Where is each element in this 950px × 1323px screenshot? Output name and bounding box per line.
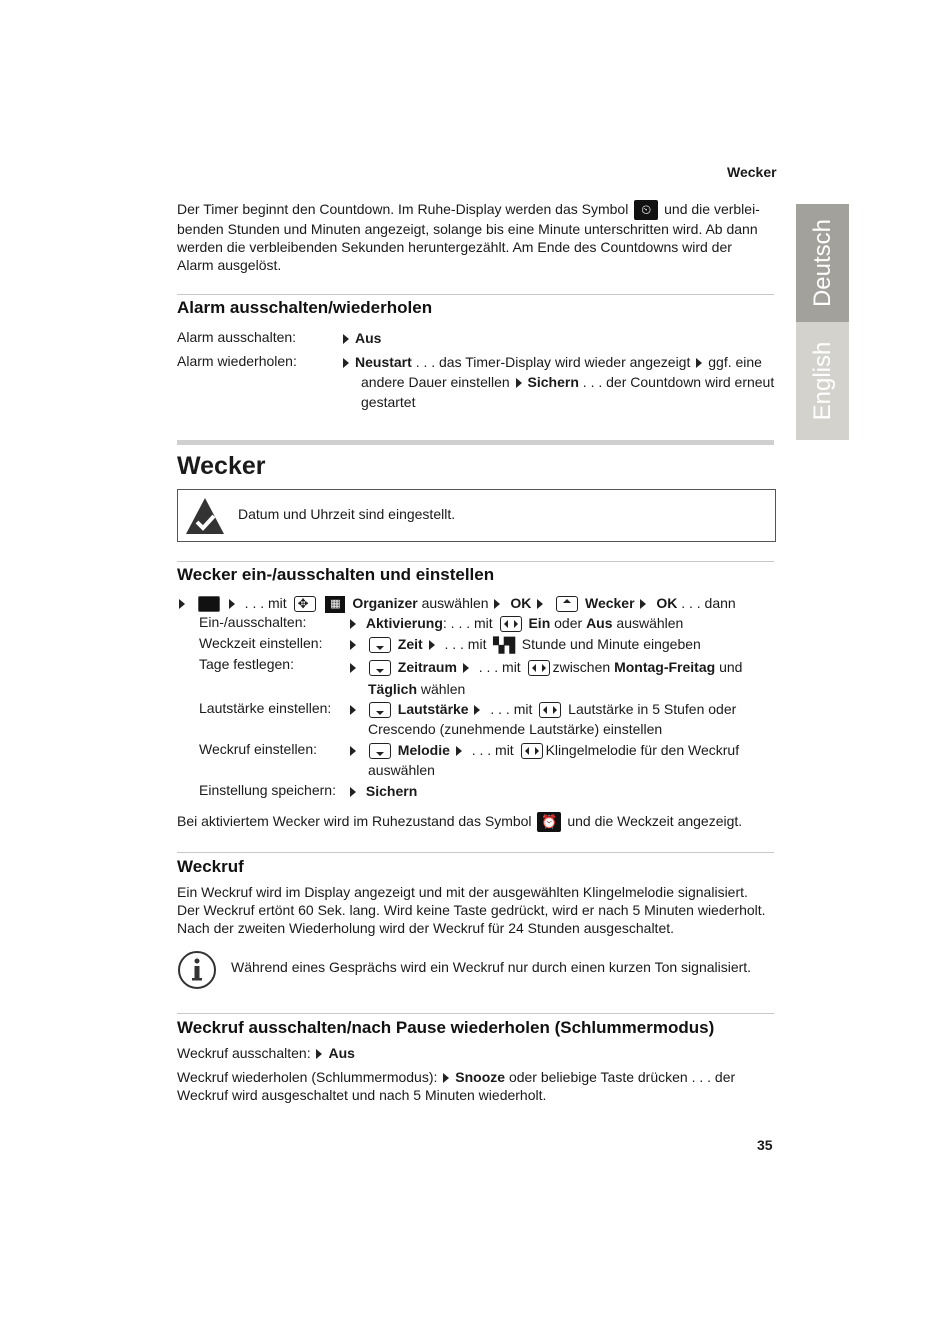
nav-key-icon[interactable] (294, 596, 316, 612)
row-content (348, 634, 768, 655)
prerequisite-box (177, 489, 776, 542)
value-ein: Ein (528, 615, 551, 631)
text: und die Weckzeit angezeigt. (567, 813, 743, 829)
arrow-icon (343, 358, 349, 368)
arrow-icon (229, 599, 235, 609)
text: Nach der zweiten Wiederholung wird der Weckruf für 24 Stunden ausgeschaltet. (177, 920, 675, 936)
row-label: Weckruf einstellen: (199, 741, 318, 757)
nav-down-icon[interactable] (369, 660, 391, 676)
nav-left-right-icon[interactable] (539, 702, 561, 718)
arrow-icon (640, 599, 646, 609)
arrow-icon (350, 787, 356, 797)
text: . . . mit (490, 701, 533, 717)
softkey-ok[interactable]: OK (656, 595, 678, 611)
keypad-icon: ▚▜ (493, 637, 515, 654)
alarm-repeat-value (341, 352, 781, 412)
softkey-snooze[interactable]: Snooze (455, 1069, 506, 1085)
running-header: Wecker (727, 164, 777, 180)
intro-text: Alarm ausgelöst. (177, 257, 282, 274)
nav-left-right-icon[interactable] (500, 616, 522, 632)
timer-symbol-icon: ⏲ (634, 200, 658, 220)
arrow-icon (474, 705, 480, 715)
softkey-neustart[interactable]: Neustart (355, 354, 412, 370)
intro-text: und die verblei- (664, 201, 760, 217)
text: Der Weckruf ertönt 60 Sek. lang. Wird keine Taste gedrückt, wird er nach 5 Minuten wiederholt. (177, 902, 766, 918)
text: Crescendo (zunehmende Lautstärke) einstellen (368, 721, 663, 737)
text: zwischen (552, 659, 611, 675)
value-montag-freitag: Montag-Freitag (614, 659, 716, 675)
page-title: Wecker (177, 452, 266, 480)
text: : . . . mit (442, 615, 493, 631)
text: oder (554, 615, 583, 631)
text: auswählen (421, 595, 489, 611)
text: . . . dann (681, 595, 736, 611)
prerequisite-text: Datum und Uhrzeit sind eingestellt. (238, 506, 456, 522)
info-text: Während eines Gesprächs wird ein Weckruf nur durch einen kurzen Ton signalisiert. (231, 959, 752, 975)
row-label: Einstellung speichern: (199, 782, 336, 798)
divider (177, 294, 774, 295)
option-zeitraum[interactable]: Zeitraum (397, 659, 457, 675)
text: Weckruf wird ausgeschaltet und nach 5 Minuten wiederholt. (177, 1087, 547, 1103)
row-content (348, 740, 768, 780)
arrow-icon (316, 1049, 322, 1059)
info-icon (177, 950, 217, 990)
softkey-sichern[interactable]: Sichern (365, 783, 418, 799)
arrow-icon (350, 746, 356, 756)
tab-english[interactable] (796, 322, 849, 440)
arrow-icon (516, 378, 522, 388)
snooze-off-line (177, 1043, 355, 1063)
text: Bei aktiviertem Wecker wird im Ruhezustand das Symbol (177, 813, 532, 829)
value-taeglich: Täglich (368, 681, 418, 697)
row-label: Ein-/ausschalten: (199, 614, 307, 630)
softkey-aus[interactable]: Aus (328, 1045, 355, 1061)
nav-left-right-icon[interactable] (528, 660, 550, 676)
alarm-symbol-paragraph (177, 811, 777, 832)
menu-key-icon[interactable] (198, 596, 220, 612)
arrow-icon (494, 599, 500, 609)
arrow-icon (350, 663, 356, 673)
row-content (348, 699, 768, 739)
section-title: Alarm ausschalten/wiederholen (177, 298, 433, 317)
text: Lautstärke in 5 Stufen oder (568, 701, 737, 717)
divider (177, 1013, 774, 1014)
page-number: 35 (757, 1137, 773, 1153)
text: auswählen (368, 762, 435, 778)
text: . . . mit (444, 636, 487, 652)
divider (177, 561, 774, 562)
divider (177, 852, 774, 853)
arrow-icon (443, 1073, 449, 1083)
text: wählen (420, 681, 466, 697)
alarm-off-label: Alarm ausschalten: (177, 329, 297, 345)
text: Klingelmelodie für den Weckruf (545, 742, 740, 758)
tab-deutsch[interactable] (796, 204, 849, 322)
arrow-icon (537, 599, 543, 609)
row-label: Lautstärke einstellen: (199, 700, 332, 716)
nav-down-icon[interactable] (369, 743, 391, 759)
arrow-icon (456, 746, 462, 756)
arrow-icon (350, 640, 356, 650)
tab-english-label: English (808, 341, 836, 421)
option-lautstaerke[interactable]: Lautstärke (397, 701, 469, 717)
section-title: Weckruf ausschalten/nach Pause wiederholen (Schlummermodus) (177, 1018, 715, 1037)
arrow-icon (350, 705, 356, 715)
text: auswählen (616, 615, 684, 631)
thick-divider (177, 440, 774, 445)
alarm-clock-symbol-icon: ⏰ (537, 812, 561, 832)
tab-deutsch-label: Deutsch (808, 218, 836, 308)
text: Weckruf ausschalten: (177, 1045, 311, 1061)
arrow-icon (179, 599, 185, 609)
nav-down-icon[interactable] (369, 702, 391, 718)
row-content (348, 613, 768, 633)
text: Stunde und Minute eingeben (521, 636, 701, 652)
text: . . . der Countdown wird erneut (582, 374, 775, 390)
row-label: Weckzeit einstellen: (199, 635, 323, 651)
option-aktivierung[interactable]: Aktivierung (365, 615, 443, 631)
arrow-icon (429, 640, 435, 650)
weckruf-paragraph (177, 883, 777, 937)
arrow-icon (350, 619, 356, 629)
row-content (348, 656, 768, 700)
organizer-icon: ▦ (325, 596, 345, 613)
nav-left-right-icon[interactable] (521, 743, 543, 759)
softkey-ok[interactable]: OK (510, 595, 532, 611)
text: . . . mit (478, 659, 521, 675)
softkey-sichern[interactable]: Sichern (527, 374, 579, 390)
nav-up-icon[interactable] (556, 596, 578, 612)
intro-text: benden Stunden und Minuten angezeigt, solange bis eine Minute unterschritten wird. Ab dann (177, 221, 758, 238)
menu-path (177, 593, 777, 613)
arrow-icon (463, 663, 469, 673)
snooze-repeat-paragraph (177, 1068, 777, 1104)
text: und (719, 659, 743, 675)
option-zeit[interactable]: Zeit (397, 636, 423, 652)
menu-organizer[interactable]: Organizer (352, 595, 418, 611)
text: . . . das Timer-Display wird wieder angezeigt (415, 354, 691, 370)
section-title: Wecker ein-/ausschalten und einstellen (177, 565, 495, 584)
intro-text: werden die verbleibenden Sekunden heruntergezählt. Am Ende des Countdowns wird der (177, 239, 732, 256)
row-label: Tage festlegen: (199, 656, 294, 672)
text: Ein Weckruf wird im Display angezeigt und mit der ausgewählten Klingelmelodie signalisiert. (177, 884, 748, 900)
row-content (348, 781, 417, 801)
menu-wecker[interactable]: Wecker (584, 595, 635, 611)
text: Weckruf wiederholen (Schlummermodus): (177, 1069, 438, 1085)
section-title: Weckruf (177, 857, 244, 876)
value-aus: Aus (586, 615, 613, 631)
intro-paragraph (177, 200, 777, 274)
softkey-aus[interactable]: Aus (355, 330, 382, 346)
text: . . . mit (244, 595, 287, 611)
nav-down-icon[interactable] (369, 637, 391, 653)
text: andere Dauer einstellen (361, 374, 510, 390)
text: gestartet (361, 394, 416, 410)
alarm-repeat-label: Alarm wiederholen: (177, 353, 297, 369)
text: ggf. eine (708, 354, 762, 370)
alarm-off-value (341, 328, 381, 348)
intro-text: Der Timer beginnt den Countdown. Im Ruhe-Display werden das Symbol (177, 201, 629, 217)
option-melodie[interactable]: Melodie (397, 742, 450, 758)
text: oder beliebige Taste drücken . . . der (508, 1069, 736, 1085)
text: . . . mit (471, 742, 514, 758)
arrow-icon (696, 358, 702, 368)
checkmark-warning-icon (184, 496, 226, 536)
arrow-icon (343, 334, 349, 344)
